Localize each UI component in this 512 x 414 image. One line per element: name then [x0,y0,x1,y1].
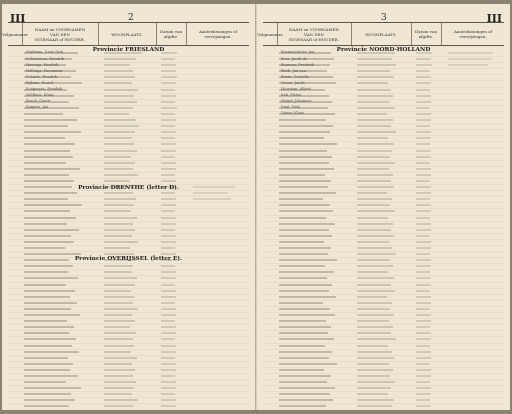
table-row: Beemsterboer, Jan [263,51,504,57]
left-roman-page-mark: III [10,12,26,25]
table-row: Schutte, Hendrik [8,75,249,81]
table-row: Bijlsma, Ruurd [8,81,249,87]
table-row: Boom, Cornelis [263,75,504,81]
right-col-name-owner: NAAM en VOORNAMEN VAN DEN EIGENAAR of HOUDER. [277,23,352,45]
left-col-notes: Aanteekeningen of verwijzingen. [198,29,238,39]
table-row: Bosch, Gerrit [8,100,249,106]
table-row [8,404,249,410]
book-spread [2,4,510,410]
left-col-datum: Datum van afgifte. [156,23,187,45]
right-roman-page-mark: III [486,12,502,25]
left-col-woonplaats: WOONPLAATS. [98,23,157,45]
left-col-name-owner: NAAM en VOORNAMEN VAN DEN EIGENAAR of HOUDER. [22,23,99,45]
table-row: Visser, Klaas [263,112,504,118]
right-table-header [257,22,504,46]
table-row: Hellinga, Hermanus [8,69,249,75]
table-row: Schuurman, Hendrik [8,57,249,63]
left-table-header [2,22,249,46]
right-page [256,4,510,410]
left-province-friesland: Provincie FRIESLAND [92,47,165,53]
table-row: Mirkema, Dane Dirk [8,51,249,57]
right-col-notes: Aanteekeningen of verwijzingen. [453,29,493,39]
right-page-number: 3 [381,13,387,23]
table-row: Smit, Dirk [263,106,504,112]
table-row: Boer, Jacob de [263,57,504,63]
right-col-woonplaats: WOONPLAATS. [351,23,412,45]
right-col-volgnummer: Volgnummer [263,23,278,45]
table-row: Groen, Jacob [263,81,504,87]
left-col-volgnummer: Volgnummer [8,23,23,45]
right-col-datum: Datum van afgifte. [411,23,442,45]
table-row: Kok, Pieter [263,94,504,100]
left-rows [8,51,249,402]
table-row [263,404,504,410]
left-page [2,4,256,410]
table-row: Veldhuis, Klaas [8,94,249,100]
right-rows [263,51,504,402]
table-row: Kuipers, Jan [8,106,249,112]
table-row: Beek, Jan van [263,69,504,75]
left-page-number: 2 [128,13,134,23]
table-row: Huisman, Albert [263,88,504,94]
table-row: Havinga, Hendrik [8,63,249,69]
table-row: Bouman, Frederik [263,63,504,69]
table-row: Meijer, Johannes [263,100,504,106]
left-province-drenthe: Provincie DRENTHE (letter D). [78,185,179,191]
right-province-noord-holland: Provincie NOORD-HOLLAND [336,47,431,53]
left-province-overijssel: Provincie OVERIJSSEL (letter E). [74,256,183,262]
table-row: Koopmans, Hendrik [8,88,249,94]
